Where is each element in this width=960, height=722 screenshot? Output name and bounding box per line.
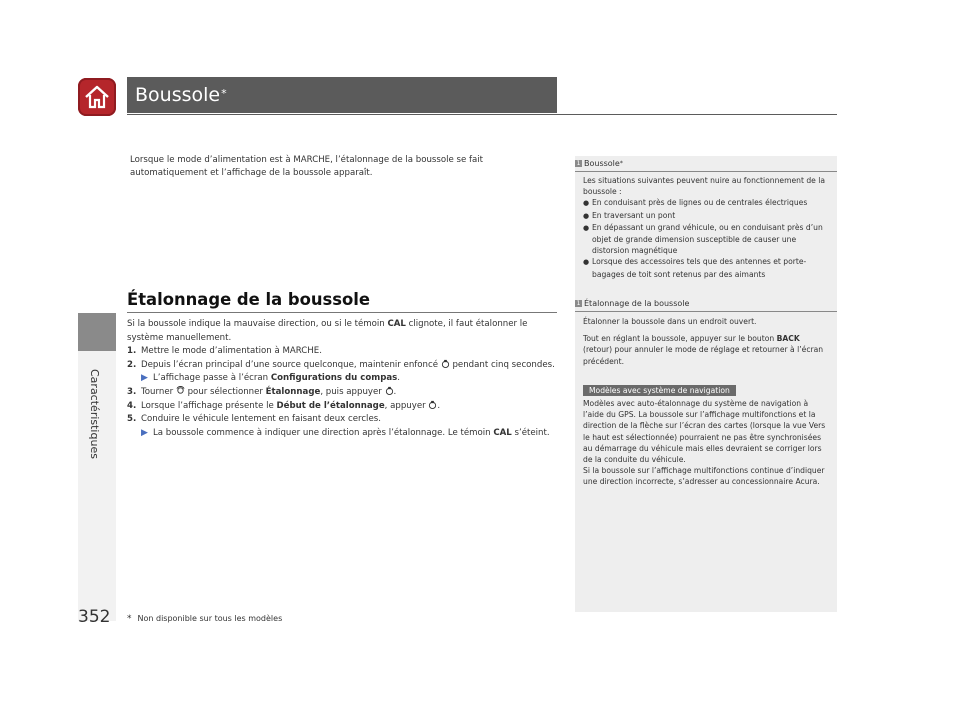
note-divider — [575, 311, 837, 312]
selector-knob-icon — [385, 386, 394, 395]
note-calibration-body: Étalonner la boussole dans un endroit ouvert. Tout en réglant la boussole, appuyer sur le bouton BACK (retour) pour annuler le mode de réglage et retourner à l’écran précédent. — [583, 317, 824, 366]
step-5-result: ▶ La boussole commence à indiquer une direction après l’étalonnage. Le témoin CAL s’éteint. — [127, 427, 557, 441]
step-1: 1. Mettre le mode d’alimentation à MARCHE. — [127, 346, 322, 357]
note-title-calibration: 1 Étalonnage de la boussole — [576, 299, 690, 308]
page-title-text: Boussole — [135, 84, 221, 106]
page-title — [127, 77, 557, 113]
title-divider — [127, 114, 837, 115]
side-notes-panel — [575, 156, 837, 612]
list-item: ● En traversant un pont — [583, 210, 829, 222]
cal-indicator-text: CAL — [387, 319, 406, 329]
note-number-box: 1 — [576, 160, 581, 167]
home-icon — [84, 85, 110, 109]
result-arrow-icon: ▶ — [141, 373, 148, 384]
step-5: 5. Conduire le véhicule lentement en faisant deux cercles. — [127, 414, 381, 425]
footnote-text: Non disponible sur tous les modèles — [137, 614, 283, 623]
title-footnote-mark: * — [221, 86, 227, 100]
result-arrow-icon: ▶ — [141, 427, 148, 438]
list-item: ● En dépassant un grand véhicule, ou en conduisant près d’un objet de grande dimension susceptible de causer une distorsion magnétique — [583, 222, 829, 257]
intro-paragraph: Lorsque le mode d’alimentation est à MARCHE, l’étalonnage de la boussole se fait automatiquement et l’affichage de la boussole apparaît. — [130, 155, 484, 179]
navigation-models-tag: Modèles avec système de navigation — [583, 385, 736, 396]
footnote — [127, 614, 282, 624]
step-2: 2. Depuis l’écran principal d’une source quelconque, maintenir enfoncé pendant cinq secondes. — [127, 359, 555, 370]
section-heading: Étalonnage de la boussole — [127, 290, 371, 309]
note-title-compass: 1 Boussole * — [576, 159, 623, 168]
selector-knob-icon — [441, 359, 450, 368]
step-4: 4. Lorsque l’affichage présente le Début de l’étalonnage, appuyer . — [127, 400, 441, 411]
step-3: 3. Tourner pour sélectionner Étalonnage, puis appuyer . — [127, 386, 397, 397]
step-2-result: ▶ L’affichage passe à l’écran Configurations du compas. — [127, 372, 557, 386]
footnote-mark: * — [127, 614, 132, 624]
home-button[interactable] — [78, 78, 116, 116]
list-item: ● Lorsque des accessoires tels que des antennes et porte-bagages de toit sont retenus par des aimants — [583, 256, 829, 279]
note-compass-body: Les situations suivantes peuvent nuire au fonctionnement de la boussole : ● En conduisant près de lignes ou de centrales électriques ● En traversant un pont ● En dépassant un grand véhicule, ou en conduisant près d’un objet de grande dimension susceptible de causer une distorsion magnétique ● Lorsque des accessoires tels que des antennes et porte-bagages de toit sont retenus par des aimants — [583, 175, 829, 280]
note-number-box: 1 — [576, 300, 581, 307]
calibration-intro: Si la boussole indique la mauvaise direction, ou si le témoin CAL clignote, il faut étalonner le système manuellement. — [127, 319, 528, 343]
note-divider — [575, 171, 837, 172]
note-navigation-body: Modèles avec auto-étalonnage du système de navigation à l’aide du GPS. La boussole sur l’affichage multifonctions et la direction de la flèche sur l’écran des cartes (lorsque la vue Vers le haut est sélectionnée) pourraient ne pas être synchronisées au démarrage du véhicule mais elles devraient se corriger lors de la conduite du véhicule. Si la boussole sur l’affichage multifonctions continue d’indiquer une direction incorrecte, s’adresser au concessionnaire Acura. — [583, 399, 826, 487]
section-tab-marker[interactable] — [78, 313, 116, 351]
list-item: ● En conduisant près de lignes ou de centrales électriques — [583, 197, 829, 209]
section-label: Caractéristiques — [88, 369, 101, 459]
section-divider — [127, 312, 557, 313]
calibration-steps — [127, 318, 557, 440]
rotary-knob-icon — [176, 386, 185, 395]
page-number: 352 — [78, 607, 111, 627]
